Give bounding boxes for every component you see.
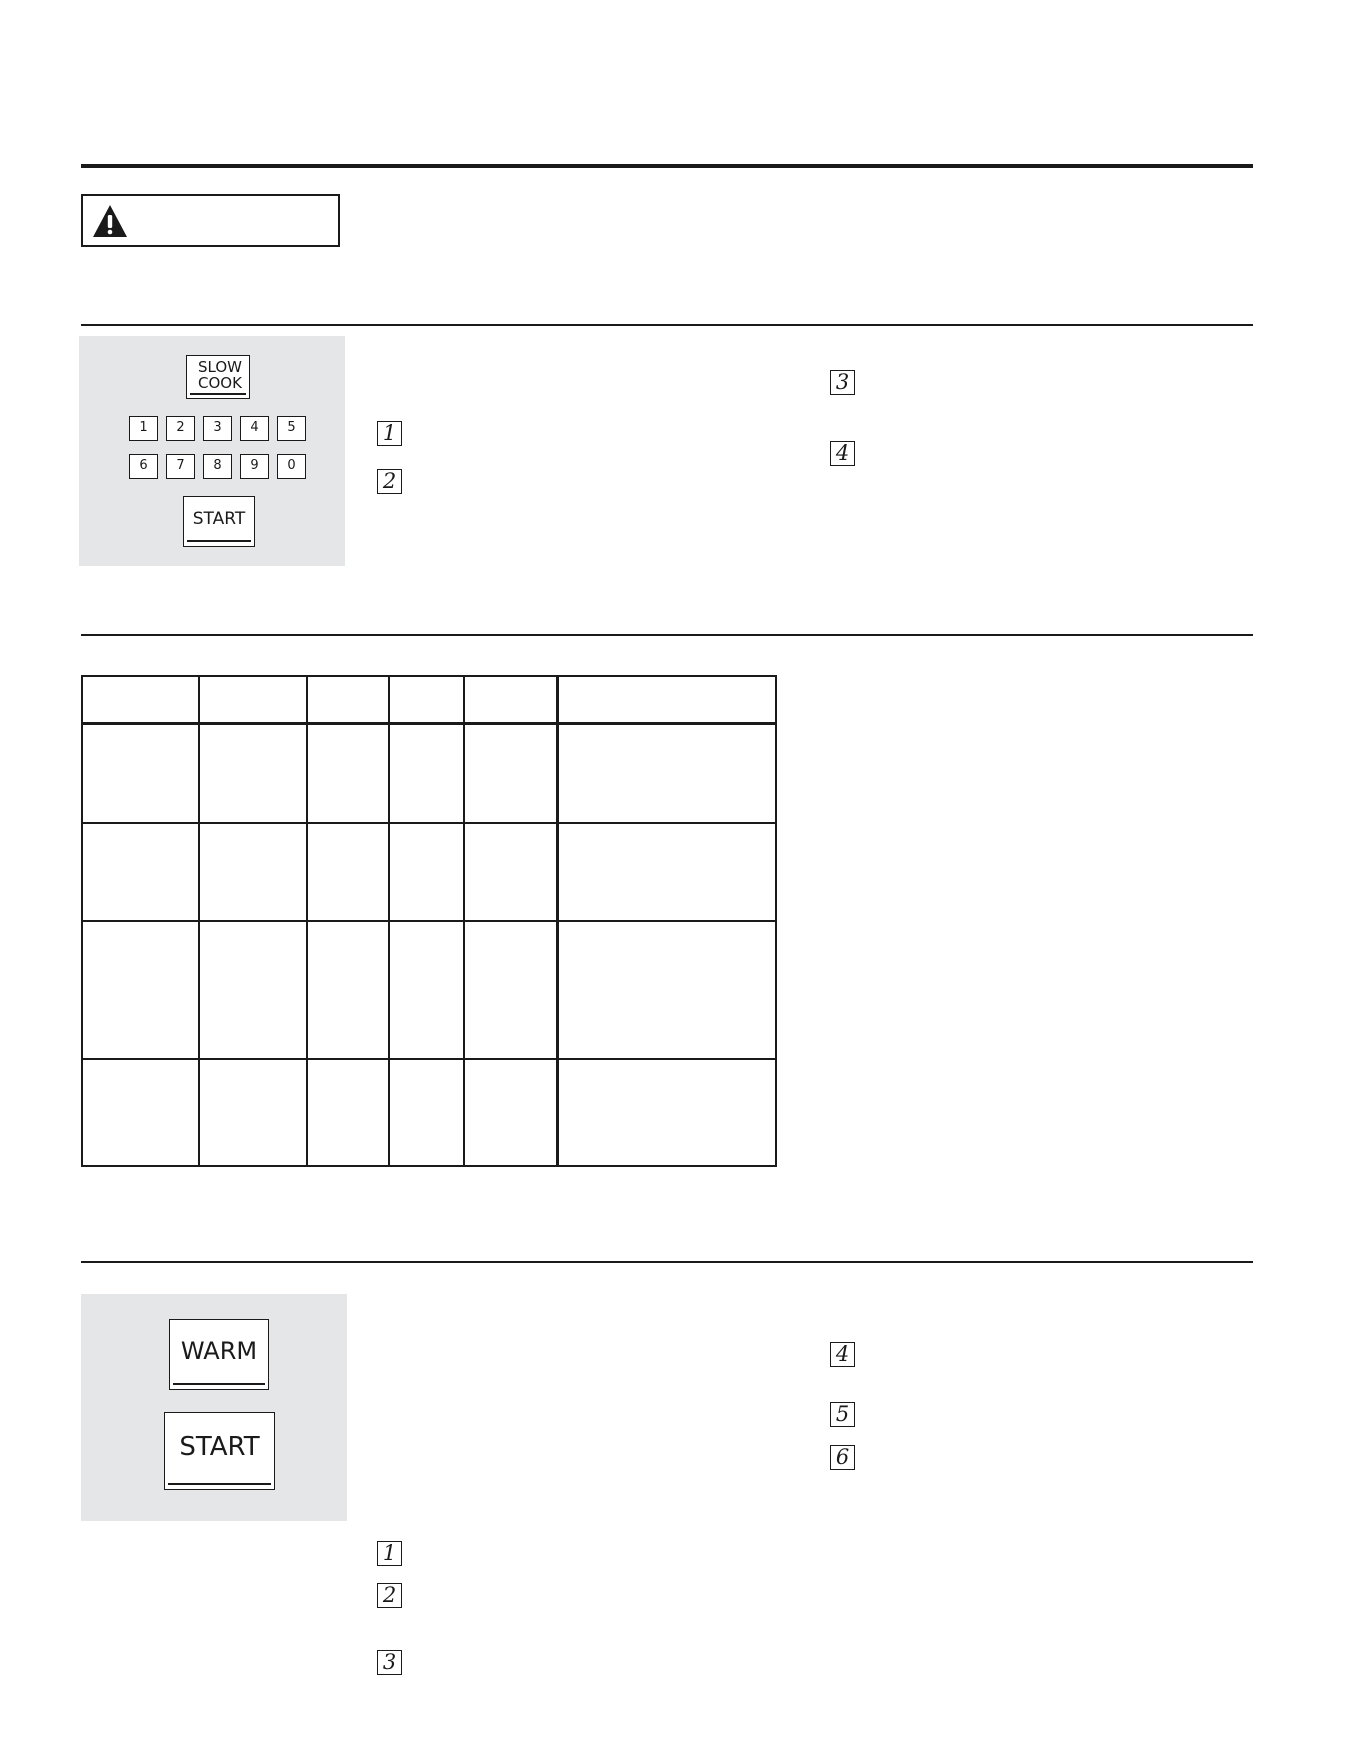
step-3-marker (377, 1650, 402, 1675)
number-key-7[interactable] (166, 454, 195, 479)
number-key-1[interactable] (129, 416, 158, 441)
warm-key[interactable] (169, 1319, 269, 1390)
number-key-label: 2 (176, 420, 185, 435)
step-number: 3 (835, 370, 850, 394)
table-cell (464, 723, 557, 823)
number-key-5[interactable] (277, 416, 306, 441)
table-header-cell (557, 676, 776, 723)
table-cell (307, 1059, 389, 1166)
table-cell (82, 723, 199, 823)
cooking-table (81, 675, 777, 1167)
table-header-cell (307, 676, 389, 723)
table-cell (557, 823, 776, 921)
table-cell (389, 723, 464, 823)
table-cell (82, 823, 199, 921)
table-header-cell (389, 676, 464, 723)
step-5-marker (830, 1402, 855, 1427)
number-key-8[interactable] (203, 454, 232, 479)
table-cell (557, 1059, 776, 1166)
table-header-cell (199, 676, 307, 723)
table-header-row (82, 676, 776, 723)
step-number: 3 (382, 1650, 397, 1674)
start-key-label: START (192, 509, 246, 529)
step-4-marker (830, 1342, 855, 1367)
table-row (82, 921, 776, 1059)
table-cell (199, 823, 307, 921)
section-divider (81, 634, 1253, 636)
start-key[interactable] (164, 1412, 275, 1490)
table-cell (82, 1059, 199, 1166)
number-key-4[interactable] (240, 416, 269, 441)
step-6-marker (830, 1445, 855, 1470)
number-key-label: 4 (250, 420, 259, 435)
step-number: 2 (382, 1583, 397, 1607)
step-2-marker (377, 469, 402, 494)
table-cell (307, 921, 389, 1059)
number-key-label: 7 (176, 458, 185, 473)
table-cell (557, 723, 776, 823)
number-key-label: 0 (287, 458, 296, 473)
slow-cook-key[interactable] (186, 355, 250, 399)
top-divider (81, 164, 1253, 168)
step-number: 1 (382, 1541, 397, 1565)
step-4-marker (830, 441, 855, 466)
table-row (82, 723, 776, 823)
step-number: 2 (382, 469, 397, 493)
table-cell (307, 823, 389, 921)
step-3-marker (830, 370, 855, 395)
table-header-cell (464, 676, 557, 723)
number-key-label: 5 (287, 420, 296, 435)
table-cell (464, 921, 557, 1059)
step-1-marker (377, 421, 402, 446)
step-2-marker (377, 1583, 402, 1608)
step-number: 5 (835, 1402, 850, 1426)
number-key-0[interactable] (277, 454, 306, 479)
table-row (82, 1059, 776, 1166)
table-header-cell (82, 676, 199, 723)
number-key-label: 9 (250, 458, 259, 473)
table-cell (199, 1059, 307, 1166)
number-key-9[interactable] (240, 454, 269, 479)
warning-triangle-icon (91, 203, 129, 239)
warm-key-label: WARM (180, 1337, 258, 1365)
step-1-marker (377, 1541, 402, 1566)
step-number: 4 (835, 1342, 850, 1366)
number-key-label: 8 (213, 458, 222, 473)
table-cell (199, 921, 307, 1059)
step-number: 1 (382, 421, 397, 445)
step-number: 4 (835, 441, 850, 465)
number-key-3[interactable] (203, 416, 232, 441)
caution-box (81, 194, 340, 247)
slow-cook-key-label: SLOW COOK (198, 358, 242, 392)
table-cell (199, 723, 307, 823)
section-divider (81, 1261, 1253, 1263)
section-divider (81, 324, 1253, 326)
start-key-label: START (179, 1432, 260, 1462)
table-cell (464, 823, 557, 921)
table-row (82, 823, 776, 921)
table-cell (557, 921, 776, 1059)
slow-cook-keypad-panel (79, 336, 345, 566)
warm-keypad-panel (81, 1294, 347, 1521)
table-cell (464, 1059, 557, 1166)
number-key-6[interactable] (129, 454, 158, 479)
start-key[interactable] (183, 496, 255, 547)
step-number: 6 (835, 1445, 850, 1469)
table-cell (389, 1059, 464, 1166)
table-cell (389, 921, 464, 1059)
table-cell (307, 723, 389, 823)
table-cell (82, 921, 199, 1059)
number-key-label: 1 (139, 420, 148, 435)
number-key-2[interactable] (166, 416, 195, 441)
number-key-label: 3 (213, 420, 222, 435)
number-key-label: 6 (139, 458, 148, 473)
table-cell (389, 823, 464, 921)
